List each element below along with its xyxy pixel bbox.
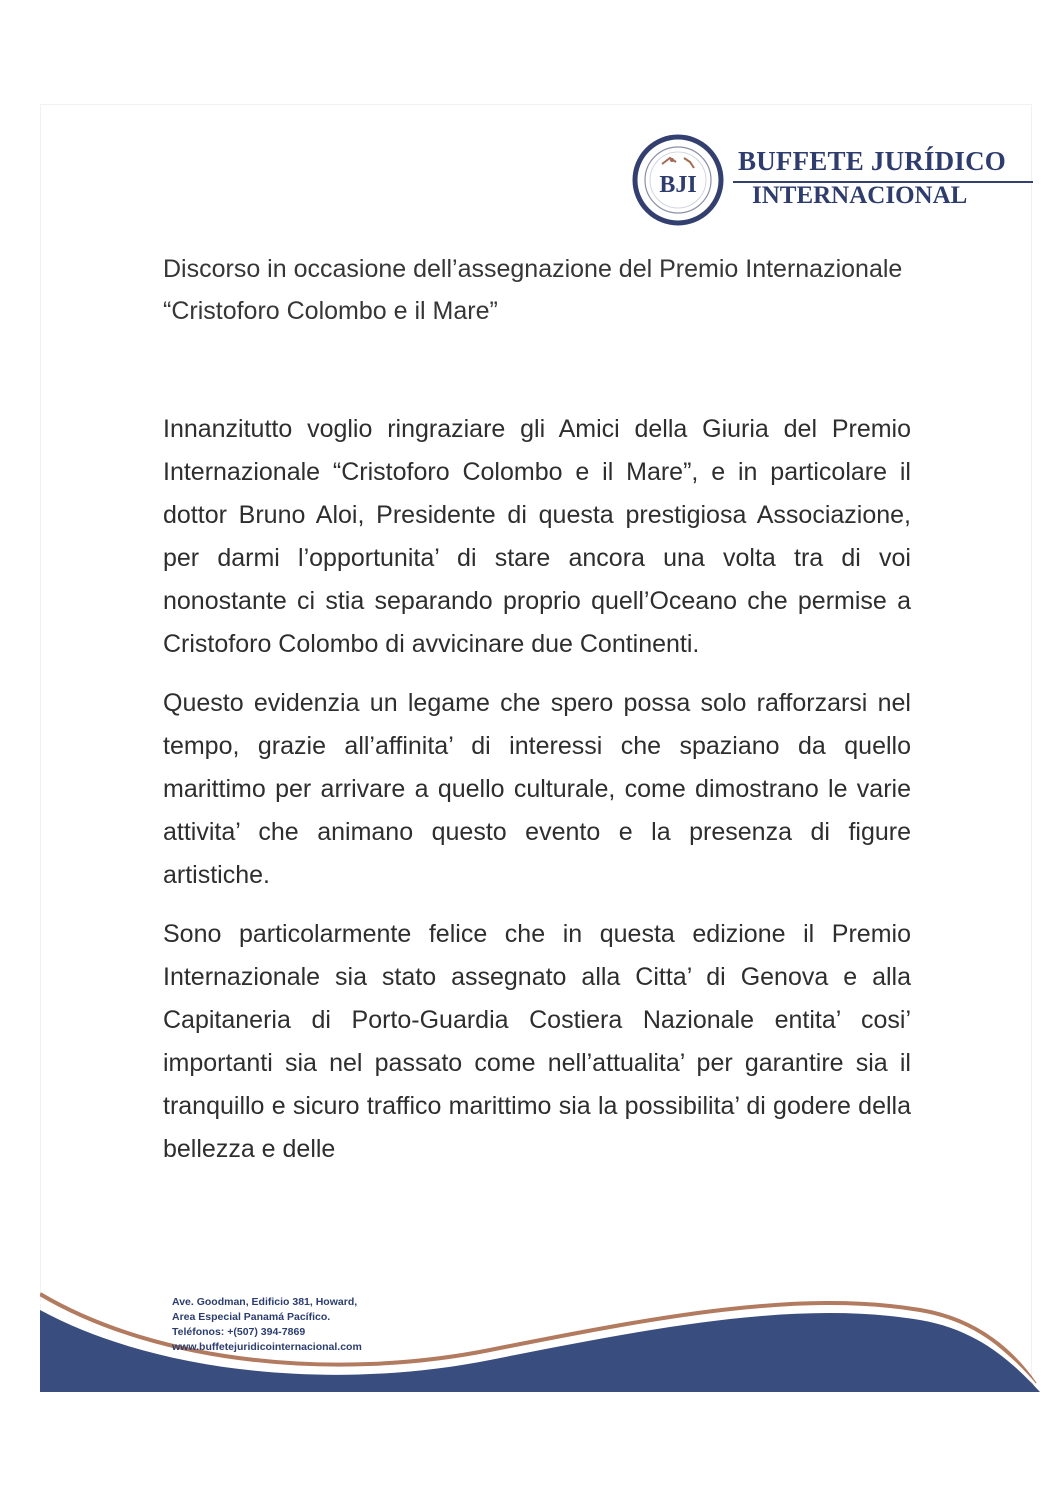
monogram-text: BJI [659, 172, 697, 198]
bji-logo [632, 134, 724, 226]
brand-subtitle: INTERNACIONAL [752, 182, 968, 209]
brand-name: BUFFETE JURÍDICO [738, 146, 1006, 176]
bji-seal-icon [632, 134, 724, 226]
website-link[interactable]: www.buffetejuridicointernacional.com [172, 1341, 362, 1353]
footer-address [172, 1295, 362, 1355]
paragraph: Questo evidenzia un legame che spero possa solo rafforzarsi nel tempo, grazie all’affinita’ di interessi che spaziano da quello marittimo per arrivare a quello culturale, come dimostrano le varie attivita’ che animano questo evento e la presenza di figure artistiche. [163, 689, 911, 889]
paragraph: Sono particolarmente felice che in questa edizione il Premio Internazionale sia stato assegnato alla Citta’ di Genova e alla Capitaneria di Porto-Guardia Costiera Nazionale entita’ cosi’ importanti sia nel passato come nell’attualita’ per garantire sia il tranquillo e sicuro traffico marittimo sia la possibilita’ di godere della bellezza e delle [163, 920, 911, 1163]
address-line: Area Especial Panamá Pacífico. [172, 1311, 331, 1323]
document-title: Discorso in occasione dell’assegnazione del Premio Internazionale “Cristoforo Colombo e il Mare” [163, 255, 903, 325]
address-line: Ave. Goodman, Edificio 381, Howard, [172, 1296, 358, 1308]
phone-number: Teléfonos: +(507) 394-7869 [172, 1326, 306, 1338]
paragraph: Innanzitutto voglio ringraziare gli Amici della Giuria del Premio Internazionale “Cristoforo Colombo e il Mare”, e in particolare il dottor Bruno Aloi, Presidente di questa prestigiosa Associazione, per darmi l’opportunita’ di stare ancora una volta tra di voi nonostante ci stia separando proprio quell’Oceano che permise a Cristoforo Colombo di avvicinare due Continenti. [163, 415, 911, 658]
document-body [163, 408, 911, 1187]
